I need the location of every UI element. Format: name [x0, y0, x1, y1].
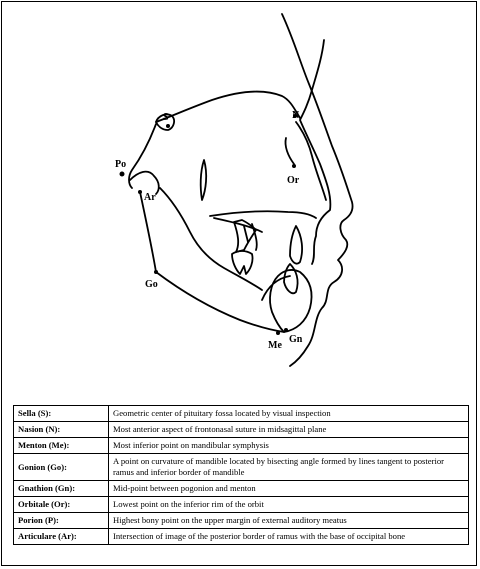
condyle: [130, 172, 159, 194]
label-gn: Gn: [289, 334, 303, 345]
legend-term: Orbitale (Or):: [14, 497, 109, 513]
legend-row: [14, 422, 469, 438]
point-s: [166, 124, 170, 128]
lower-incisor: [284, 264, 298, 293]
legend-definition: A point on curvature of mandible located by bisecting angle formed by lines tangent to posterior ramus and inferior border of mandible: [109, 454, 469, 481]
point-ar: [138, 190, 142, 194]
point-go: [154, 270, 158, 274]
upper-incisor: [290, 226, 302, 264]
orbit-contour: [285, 138, 294, 164]
ramus-posterior-border: [140, 192, 156, 272]
legend-term: Sella (S):: [14, 406, 109, 422]
point-me: [276, 331, 280, 335]
legend-term: Articulare (Ar):: [14, 529, 109, 545]
occipital-contour: [129, 124, 156, 188]
label-go: Go: [145, 279, 158, 290]
lower-molar: [232, 251, 253, 274]
legend-row: [14, 497, 469, 513]
legend-row: [14, 406, 469, 422]
label-ar: Ar: [144, 192, 156, 203]
legend-definition: Intersection of image of the posterior border of ramus with the base of occipital bone: [109, 529, 469, 545]
legend-definition: Most inferior point on mandibular symphysis: [109, 438, 469, 454]
label-n: N: [292, 110, 300, 121]
pterygomaxillary-fissure: [201, 160, 206, 200]
legend-row: [14, 481, 469, 497]
label-me: Me: [268, 340, 282, 351]
legend-row: [14, 529, 469, 545]
legend-row: [14, 438, 469, 454]
legend-definition: Highest bony point on the upper margin of external auditory meatus: [109, 513, 469, 529]
landmark-legend-table: [13, 405, 469, 545]
anterior-contour: [296, 122, 326, 200]
legend-definition: Geometric center of pituitary fossa located by visual inspection: [109, 406, 469, 422]
point-gn: [284, 328, 288, 332]
point-po: [120, 172, 125, 177]
mandible-inferior-border: [156, 272, 284, 332]
label-or: Or: [287, 175, 300, 186]
palatal-plane: [210, 211, 316, 218]
legend-term: Menton (Me):: [14, 438, 109, 454]
cranial-base: [156, 92, 300, 122]
symphysis: [270, 270, 312, 332]
legend-row: [14, 454, 469, 481]
legend-term: Gnathion (Gn):: [14, 481, 109, 497]
legend-row: [14, 513, 469, 529]
legend-definition: Most anterior aspect of frontonasal suture in midsagittal plane: [109, 422, 469, 438]
soft-tissue-profile: [282, 14, 353, 366]
legend-term: Nasion (N):: [14, 422, 109, 438]
legend-term: Gonion (Go):: [14, 454, 109, 481]
legend-definition: Lowest point on the inferior rim of the orbit: [109, 497, 469, 513]
label-s: S: [163, 112, 169, 123]
label-po: Po: [115, 159, 127, 170]
legend-term: Porion (P):: [14, 513, 109, 529]
legend-definition: Mid-point between pogonion and menton: [109, 481, 469, 497]
point-or: [292, 164, 296, 168]
